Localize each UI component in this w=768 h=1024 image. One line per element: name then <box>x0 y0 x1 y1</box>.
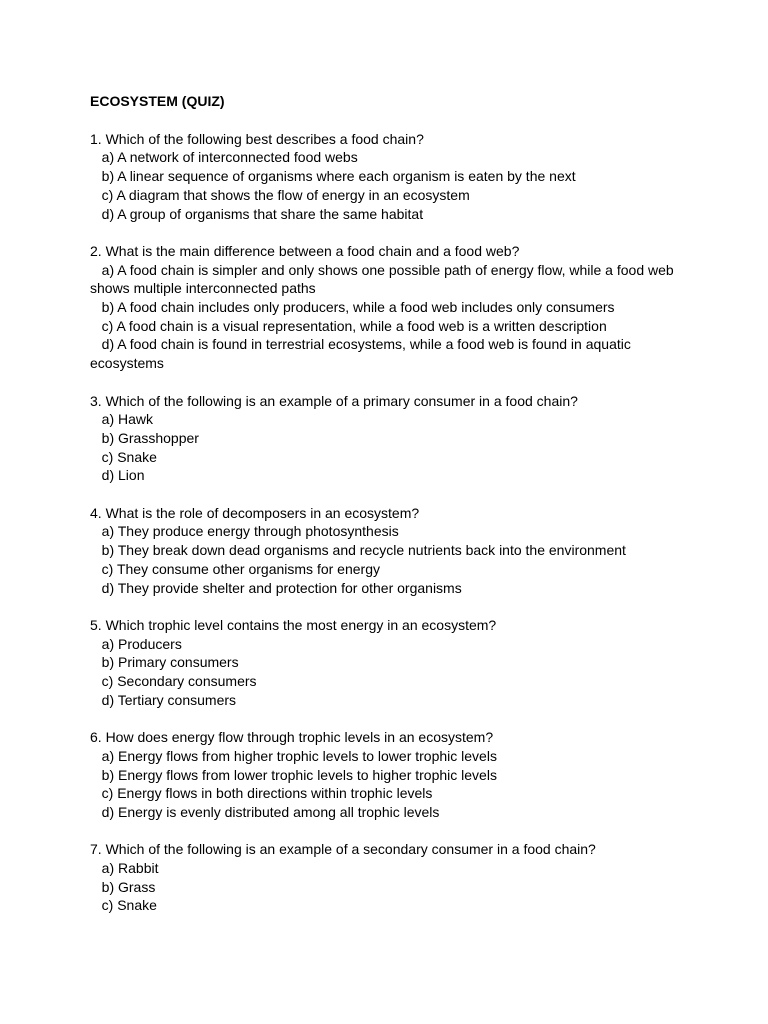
question-7 <box>90 840 680 915</box>
answer-option: d) Energy is evenly distributed among all trophic levels <box>90 803 440 820</box>
answer-option: b) They break down dead organisms and recycle nutrients back into the environment <box>90 542 626 559</box>
answer-option: c) Snake <box>90 897 157 914</box>
answer-option: a) Producers <box>90 635 182 652</box>
answer-option: c) Energy flows in both directions within trophic levels <box>90 785 433 802</box>
question-1 <box>90 130 680 224</box>
question-text: 3. Which of the following is an example of a primary consumer in a food chain? <box>90 392 578 409</box>
answer-option: b) Grasshopper <box>90 429 199 446</box>
answer-option: b) Primary consumers <box>90 654 239 671</box>
document-page <box>90 92 680 934</box>
answer-option: a) A network of interconnected food webs <box>90 149 358 166</box>
answer-option: d) A group of organisms that share the same habitat <box>90 205 424 222</box>
answer-option: d) Tertiary consumers <box>90 691 237 708</box>
answer-option: c) They consume other organisms for energy <box>90 560 380 577</box>
question-text: 5. Which trophic level contains the most energy in an ecosystem? <box>90 616 497 633</box>
answer-option: a) Energy flows from higher trophic levels to lower trophic levels <box>90 747 497 764</box>
answer-option: a) They produce energy through photosynthesis <box>90 523 399 540</box>
answer-option: d) Lion <box>90 467 145 484</box>
question-4 <box>90 504 680 598</box>
question-3 <box>90 392 680 486</box>
question-2 <box>90 242 680 373</box>
question-5 <box>90 616 680 710</box>
answer-option: d) They provide shelter and protection for other organisms <box>90 579 462 596</box>
question-6 <box>90 728 680 822</box>
answer-option: c) Snake <box>90 448 157 465</box>
answer-option: c) A food chain is a visual representation, while a food web is a written description <box>90 317 607 334</box>
question-text: 7. Which of the following is an example of a secondary consumer in a food chain? <box>90 841 596 858</box>
answer-option: c) Secondary consumers <box>90 673 257 690</box>
answer-option: b) Energy flows from lower trophic levels to higher trophic levels <box>90 766 497 783</box>
document-title: ECOSYSTEM (QUIZ) <box>90 93 225 109</box>
question-list <box>90 130 680 915</box>
question-text: 2. What is the main difference between a food chain and a food web? <box>90 242 520 259</box>
answer-option: a) A food chain is simpler and only shows one possible path of energy flow, while a food web shows multiple interconnected paths <box>90 261 678 297</box>
answer-option: b) Grass <box>90 878 156 895</box>
answer-option: d) A food chain is found in terrestrial ecosystems, while a food web is found in aquatic ecosystems <box>90 336 635 372</box>
question-text: 4. What is the role of decomposers in an ecosystem? <box>90 504 420 521</box>
answer-option: a) Hawk <box>90 411 154 428</box>
answer-option: b) A food chain includes only producers, while a food web includes only consumers <box>90 299 615 315</box>
question-text: 6. How does energy flow through trophic levels in an ecosystem? <box>90 729 494 746</box>
question-text: 1. Which of the following best describes a food chain? <box>90 130 424 147</box>
answer-option: b) A linear sequence of organisms where each organism is eaten by the next <box>90 168 576 185</box>
answer-option: a) Rabbit <box>90 860 159 877</box>
answer-option: c) A diagram that shows the flow of energy in an ecosystem <box>90 186 470 203</box>
